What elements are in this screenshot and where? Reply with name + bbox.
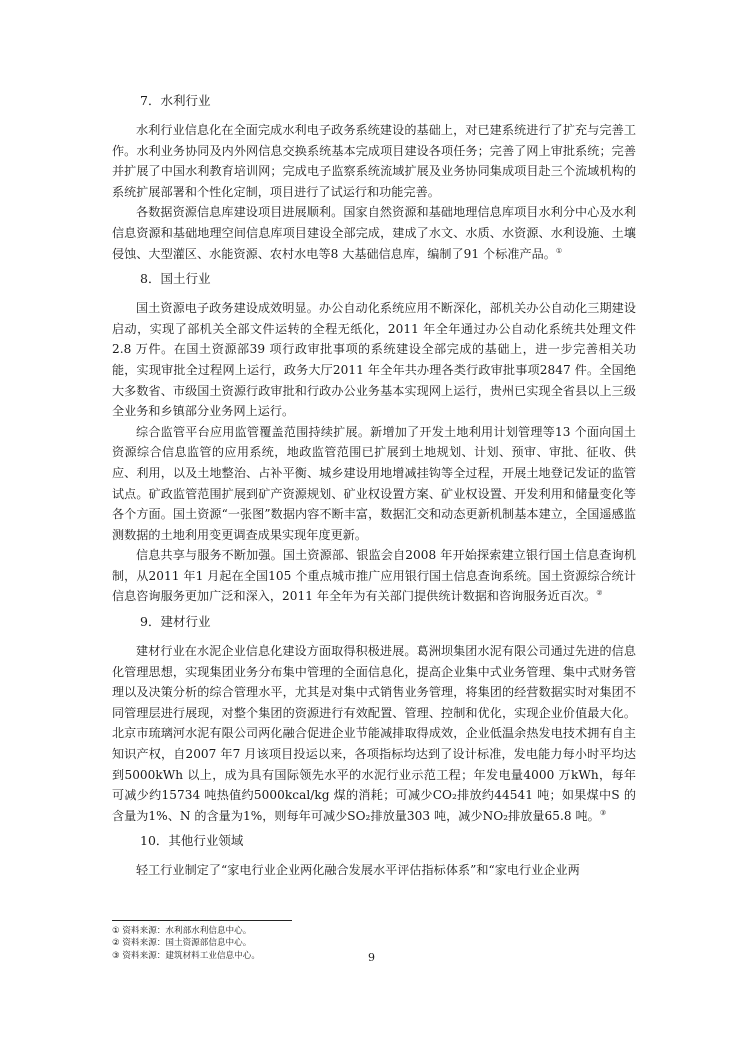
paragraph-text: 国土资源电子政务建设成效明显。办公自动化系统应用不断深化，部机关办公自动化三期建设启动，实现了部机关全部文件运转的全程无纸化，2011 年全年通过办公自动化系统共处理文件2.8 万件。在国土资源部39 项行政审批事项的系统建设全部完成的基础上，进一步完善相关功能，实现审批全过程网上运行，政务大厅2011 年全年共办理各类行政审批事项2847 件。全国绝大多数省、市级国土资源行政审批和行政办公业务基本实现网上运行，贵州已实现全省县以上三级全业务和乡镇部分业务网上运行。 [112, 301, 636, 419]
paragraph [112, 202, 636, 264]
section-heading-other: 10．其他行业领域 [140, 833, 244, 849]
footnote-marker: ① [555, 246, 563, 255]
document-body [112, 92, 636, 881]
paragraph [112, 298, 636, 422]
section-heading-water: 7．水利行业 [140, 93, 211, 108]
footnote: ① 资料来源：水利部水利信息中心。 [112, 926, 252, 936]
footnote-divider [112, 920, 292, 921]
paragraph-text: 水利行业信息化在全面完成水利电子政务系统建设的基础上，对已建系统进行了扩充与完善工作。水利业务协同及内外网信息交换系统基本完成项目建设各项任务；完善了网上审批系统；完善并扩展了中国水利教育培训网；完成电子监察系统流域扩展及业务协同集成项目赴三个流域机构的系统扩展部署和个性化定制，项目进行了试运行和功能完善。 [112, 123, 636, 199]
paragraph-text: 综合监管平台应用监管覆盖范围持续扩展。新增加了开发土地利用计划管理等13 个面向国土资源综合信息监管的应用系统，地政监管范围已扩展到土地规划、计划、预审、审批、征收、供应、利用，以及土地整治、占补平衡、城乡建设用地增减挂钩等全过程，开展土地登记发证的监管试点。矿政监管范围扩展到矿产资源规划、矿业权设置方案、矿业权设置、开发利用和储量变化等各个方面。国土资源“一张图”数据内容不断丰富，数据汇交和动态更新机制基本建立，全国遥感监测数据的土地利用变更调查成果实现年度更新。 [112, 424, 636, 542]
footnote-marker: ② [596, 589, 603, 598]
footnote: ③ 资料来源：建筑材料工业信息中心。 [112, 950, 260, 961]
paragraph [112, 422, 636, 546]
paragraph [112, 545, 636, 607]
page-number: 9 [368, 951, 375, 964]
paragraph [112, 641, 636, 826]
section-heading-building-materials: 9．建材行业 [140, 614, 211, 630]
footnote-marker: ③ [599, 808, 607, 817]
footnote: ② 资料来源：国土资源部信息中心。 [112, 938, 252, 949]
paragraph-text: 建材行业在水泥企业信息化建设方面取得积极进展。葛洲坝集团水泥有限公司通过先进的信息化管理思想，实现集团业务分布集中管理的全面信息化，提高企业集中式业务管理、集中式财务管理以及决策分析的综合管理水平，尤其是对集中式销售业务管理，将集团的经营数据实时对集团不同管理层进行展现，对整个集团的资源进行有效配置、管理、控制和优化，实现企业价值最大化。北京市琉璃河水泥有限公司两化融合促进企业节能减排取得成效，企业低温余热发电技术拥有自主知识产权，自2007 年7 月该项目投运以来，各项指标均达到了设计标准，发电能力每小时平均达到5000kWh 以上，成为具有国际领先水平的水泥行业示范工程；年发电量4000 万kWh，每年可减少约15734 吨热值约5000kcal/kg 煤的消耗；可减少CO₂排放约44541 吨；如果煤中S 的含量为1%、N 的含量为1%，则每年可减少SO₂排放量303 吨，减少NO₂排放量65.8 吨。 [112, 644, 636, 823]
paragraph-text: 各数据资源信息库建设项目进展顺利。国家自然资源和基础地理信息库项目水利分中心及水利信息资源和基础地理空间信息库项目建设全部完成，建成了水文、水质、水资源、水利设施、土壤侵蚀、大型灌区、水能资源、农村水电等8 大基础信息库，编制了91 个标准产品。 [112, 205, 636, 261]
paragraph-text: 信息共享与服务不断加强。国土资源部、银监会自2008 年开始探索建立银行国土信息查询机制，从2011 年1 月起在全国105 个重点城市推广应用银行国土信息查询系统。国土资源综合统计信息咨询服务更加广泛和深入，2011 年全年为有关部门提供统计数据和咨询服务近百次。 [112, 548, 636, 604]
paragraph-text: 轻工行业制定了“家电行业企业两化融合发展水平评估指标体系”和“家电行业企业两 [136, 863, 580, 878]
paragraph [112, 860, 636, 881]
section-heading-land: 8．国土行业 [140, 271, 211, 287]
paragraph [112, 120, 636, 202]
